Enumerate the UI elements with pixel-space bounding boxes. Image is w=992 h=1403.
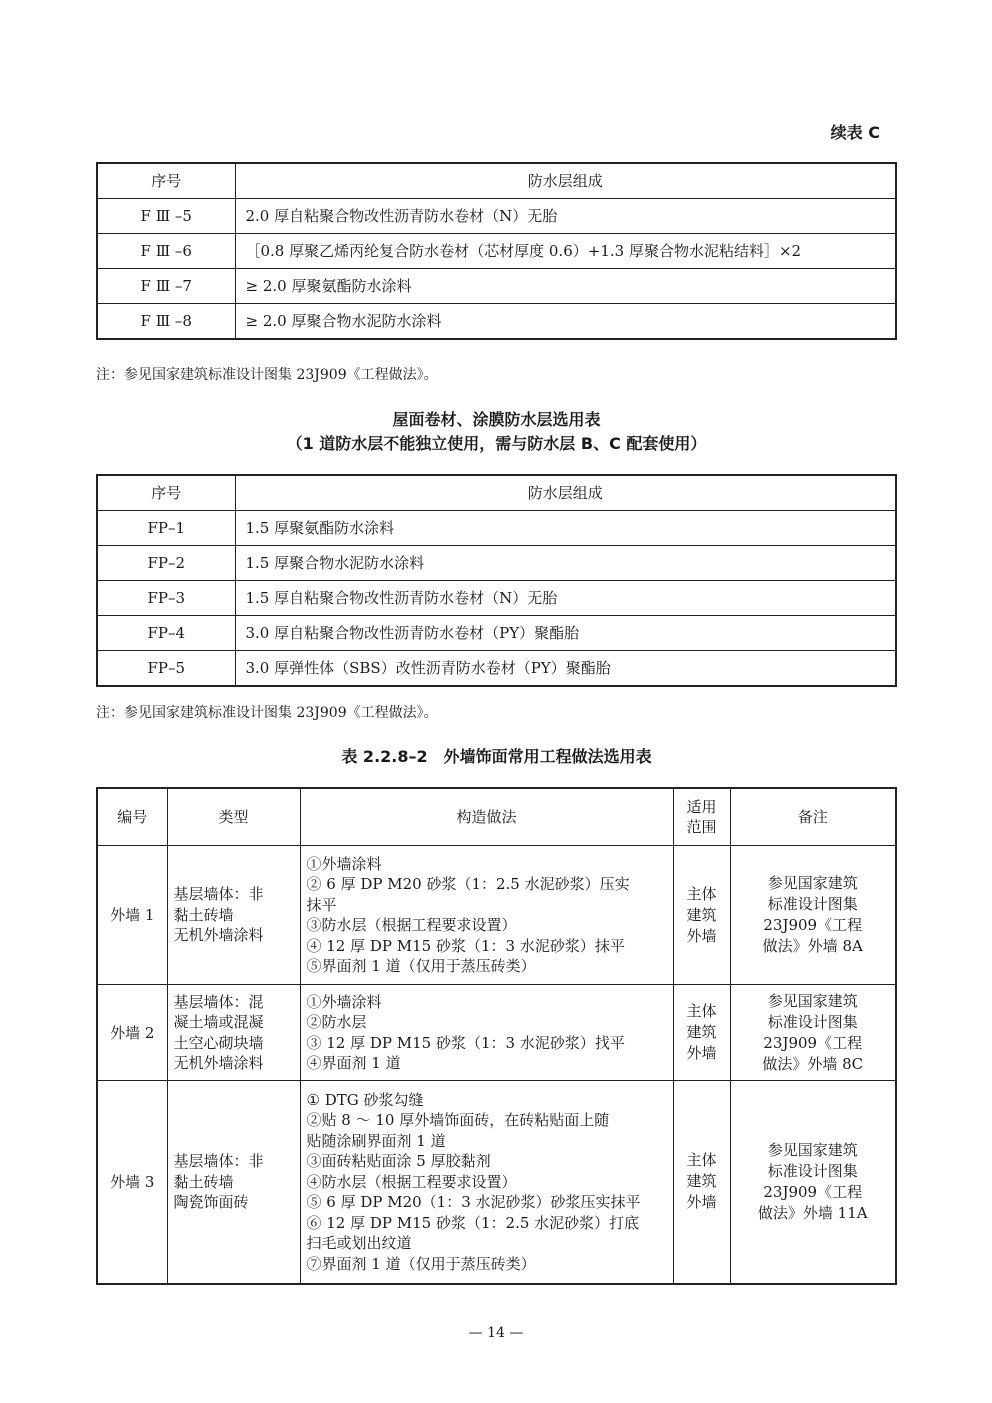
scope-line: 建筑: [686, 905, 717, 924]
remark-line: 参见国家建筑: [767, 991, 858, 1010]
table-row: [97, 1081, 896, 1284]
remark-line: 做法》外墙 8A: [762, 937, 863, 955]
remark-line: 标准设计图集: [767, 1161, 858, 1180]
table-header-row: [97, 788, 896, 846]
header-remark: 备注: [730, 788, 896, 846]
header-composition: 防水层组成: [235, 163, 896, 199]
row-composition: 1.5 厚聚合物水泥防水涂料: [235, 546, 896, 581]
row-method: [300, 846, 673, 985]
row-scope: [673, 1081, 730, 1284]
type-line: 陶瓷饰面砖: [173, 1193, 249, 1211]
section2-subtitle: （1 道防水层不能独立使用，需与防水层 B、C 配套使用）: [286, 434, 707, 453]
row-code: FP–4: [97, 616, 235, 651]
remark-line: 23J909《工程: [763, 916, 863, 934]
table-row: [97, 546, 896, 581]
table-row: [97, 234, 896, 269]
type-line: 无机外墙涂料: [173, 926, 264, 945]
row-scope: [673, 985, 730, 1081]
remark-line: 参见国家建筑: [767, 1140, 858, 1159]
row-code: F Ⅲ –6: [97, 234, 235, 269]
exterior-wall-finish-table: [96, 787, 897, 1285]
table-row: [97, 199, 896, 234]
row-composition: ≥ 2.0 厚聚合物水泥防水涂料: [235, 304, 896, 340]
type-line: 无机外墙涂料: [173, 1054, 264, 1072]
scope-line: 主体: [686, 1002, 717, 1020]
method-line: ⑥ 12 厚 DP M15 砂浆（1：2.5 水泥砂浆）打底: [306, 1213, 640, 1232]
header-scope: [673, 788, 730, 846]
continued-table-label: 续表 C: [830, 123, 880, 142]
row-composition: 2.0 厚自粘聚合物改性沥青防水卷材（N）无胎: [235, 199, 896, 234]
roof-waterproof-table: [96, 474, 897, 687]
type-line: 土空心砌块墙: [173, 1033, 264, 1052]
row-type: [167, 985, 300, 1081]
table-row: [97, 511, 896, 546]
method-line: ④防水层（根据工程要求设置）: [306, 1172, 517, 1191]
row-composition: 3.0 厚自粘聚合物改性沥青防水卷材（PY）聚酯胎: [235, 616, 896, 651]
remark-line: 做法》外墙 11A: [757, 1203, 868, 1222]
scope-line: 外墙: [686, 1044, 717, 1062]
method-line: ①外墙涂料: [306, 992, 382, 1011]
remark-line: 23J909《工程: [763, 1182, 863, 1201]
scope-line: 主体: [686, 1151, 717, 1170]
row-method: [300, 1081, 673, 1284]
type-line: 基层墙体：非: [173, 1152, 264, 1170]
scope-line: 建筑: [686, 1023, 717, 1041]
row-code: FP–5: [97, 651, 235, 687]
method-line: ③防水层（根据工程要求设置）: [306, 916, 517, 934]
scope-line: 外墙: [686, 926, 717, 945]
scope-line: 外墙: [686, 1193, 717, 1212]
row-code: FP–2: [97, 546, 235, 581]
method-line: ② 6 厚 DP M20 砂浆（1：2.5 水泥砂浆）压实: [306, 875, 630, 893]
type-line: 基层墙体：非: [173, 885, 264, 904]
row-code: FP–1: [97, 511, 235, 546]
method-line: 抹平: [306, 895, 337, 914]
method-line: ③面砖粘贴面涂 5 厚胶黏剂: [306, 1152, 491, 1170]
method-line: ②贴 8 ～ 10 厚外墙饰面砖，在砖粘贴面上随: [306, 1111, 610, 1129]
method-line: ⑤界面剂 1 道（仅用于蒸压砖类）: [306, 957, 536, 975]
row-composition: ≥ 2.0 厚聚氨酯防水涂料: [235, 269, 896, 304]
header-composition: 防水层组成: [235, 475, 896, 511]
method-line: ④界面剂 1 道: [306, 1054, 401, 1072]
row-composition: 1.5 厚聚氨酯防水涂料: [235, 511, 896, 546]
row-method: [300, 985, 673, 1081]
method-line: ⑤ 6 厚 DP M20（1：3 水泥砂浆）砂浆压实抹平: [306, 1193, 641, 1211]
scope-line: 建筑: [686, 1172, 717, 1191]
header-scope-line1: 适用: [686, 798, 717, 816]
table-row: [97, 304, 896, 340]
table-row: [97, 846, 896, 985]
table1-note: 注：参见国家建筑标准设计图集 23J909《工程做法》。: [96, 367, 438, 383]
table-row: [97, 985, 896, 1081]
method-line: ④ 12 厚 DP M15 砂浆（1：3 水泥砂浆）抹平: [306, 936, 625, 955]
method-line: 扫毛或划出纹道: [306, 1234, 412, 1252]
row-type: [167, 1081, 300, 1284]
method-line: 贴随涂刷界面剂 1 道: [306, 1131, 446, 1150]
type-line: 基层墙体：混: [173, 992, 264, 1011]
method-line: ① DTG 砂浆勾缝: [306, 1090, 424, 1109]
row-remark: [730, 985, 896, 1081]
remark-line: 标准设计图集: [767, 895, 858, 913]
remark-line: 23J909《工程: [763, 1033, 863, 1052]
waterproof-layer-table-continued: [96, 162, 897, 340]
row-code: 外墙 3: [97, 1081, 167, 1284]
table-header-row: [97, 475, 896, 511]
header-code: 编号: [97, 788, 167, 846]
row-code: 外墙 2: [97, 985, 167, 1081]
remark-line: 做法》外墙 8C: [762, 1054, 864, 1073]
header-serial: 序号: [97, 163, 235, 199]
type-line: 凝土墙或混凝: [173, 1013, 264, 1031]
scope-line: 主体: [686, 884, 717, 903]
header-type: 类型: [167, 788, 300, 846]
type-line: 黏土砖墙: [173, 905, 234, 924]
section2-title: 屋面卷材、涂膜防水层选用表: [392, 410, 601, 429]
row-composition: ［0.8 厚聚乙烯丙纶复合防水卷材（芯材厚度 0.6）+1.3 厚聚合物水泥粘结料］×2: [235, 234, 896, 269]
row-code: F Ⅲ –7: [97, 269, 235, 304]
page-number: — 14 —: [468, 1325, 524, 1341]
table-row: [97, 651, 896, 687]
table-header-row: [97, 163, 896, 199]
row-composition: 3.0 厚弹性体（SBS）改性沥青防水卷材（PY）聚酯胎: [235, 651, 896, 687]
header-method: 构造做法: [300, 788, 673, 846]
row-type: [167, 846, 300, 985]
row-remark: [730, 846, 896, 985]
type-line: 黏土砖墙: [173, 1172, 234, 1191]
remark-line: 标准设计图集: [767, 1012, 858, 1031]
row-code: F Ⅲ –5: [97, 199, 235, 234]
row-scope: [673, 846, 730, 985]
header-serial: 序号: [97, 475, 235, 511]
header-scope-line2: 范围: [686, 818, 717, 836]
remark-line: 参见国家建筑: [767, 874, 858, 892]
method-line: ⑦界面剂 1 道（仅用于蒸压砖类）: [306, 1254, 536, 1273]
row-code: FP–3: [97, 581, 235, 616]
row-remark: [730, 1081, 896, 1284]
table2-note: 注：参见国家建筑标准设计图集 23J909《工程做法》。: [96, 705, 438, 721]
method-line: ①外墙涂料: [306, 854, 382, 873]
row-composition: 1.5 厚自粘聚合物改性沥青防水卷材（N）无胎: [235, 581, 896, 616]
table-row: [97, 269, 896, 304]
method-line: ②防水层: [306, 1013, 367, 1031]
method-line: ③ 12 厚 DP M15 砂浆（1：3 水泥砂浆）找平: [306, 1033, 625, 1052]
table3-title: 表 2.2.8–2 外墙饰面常用工程做法选用表: [341, 747, 652, 766]
table-row: [97, 616, 896, 651]
table-row: [97, 581, 896, 616]
row-code: 外墙 1: [97, 846, 167, 985]
row-code: F Ⅲ –8: [97, 304, 235, 340]
